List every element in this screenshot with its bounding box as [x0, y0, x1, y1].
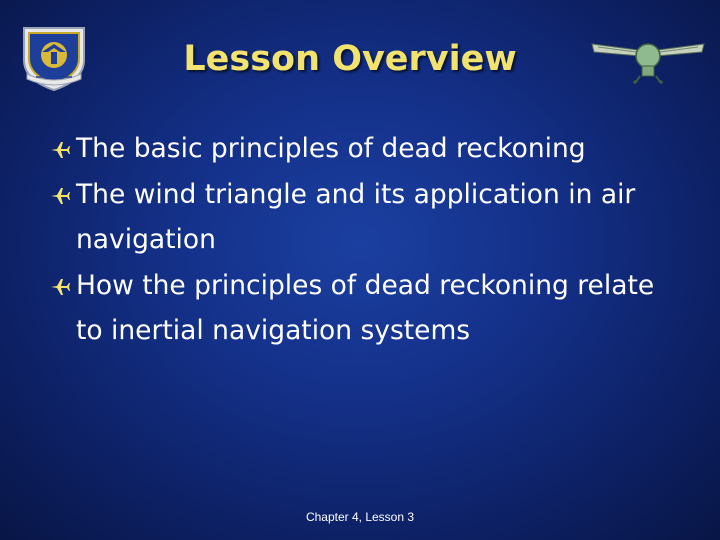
slide-footer: Chapter 4, Lesson 3: [305, 510, 415, 524]
airplane-bullet-icon: [50, 186, 70, 206]
bullet-text: The wind triangle and its application in air navigation: [76, 178, 636, 255]
bullet-list: [50, 126, 670, 354]
bullet-item: [50, 172, 670, 263]
slide-title: Lesson Overview: [183, 39, 517, 79]
winged-aircraft-emblem-icon: [590, 38, 706, 84]
bullet-text: The basic principles of dead reckoning: [76, 133, 586, 164]
bullet-item: [50, 263, 670, 354]
airplane-bullet-icon: [50, 140, 70, 160]
bullet-text: How the principles of dead reckoning relate to inertial navigation systems: [76, 269, 655, 346]
airplane-bullet-icon: [50, 277, 70, 297]
bullet-item: [50, 126, 670, 172]
